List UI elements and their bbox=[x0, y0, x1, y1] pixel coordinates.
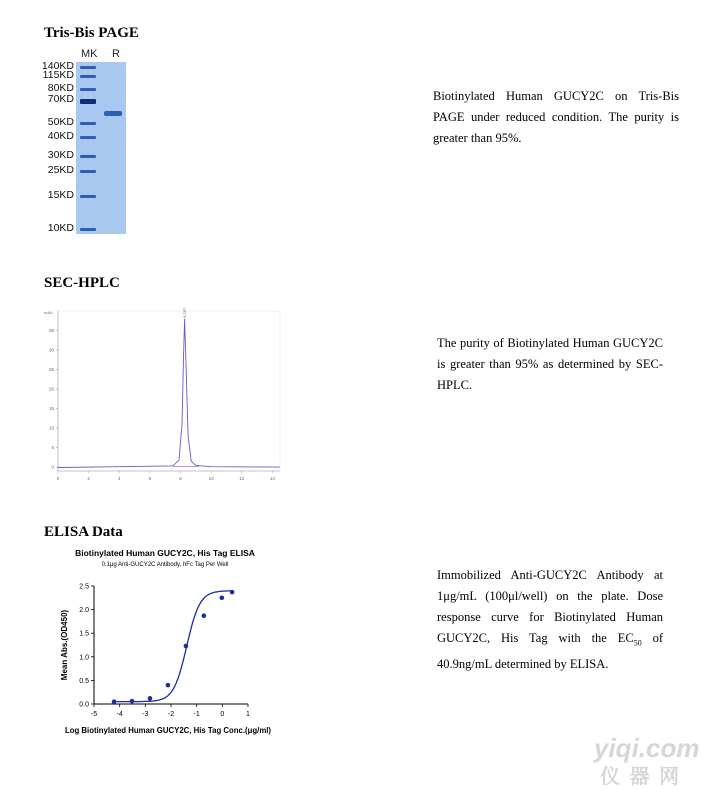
page-description: Biotinylated Human GUCY2C on Tris-Bis PAGE under reduced condition. The purity is greater than 95%. bbox=[433, 89, 679, 145]
gel-image bbox=[76, 62, 126, 234]
marker-band bbox=[80, 155, 96, 158]
elisa-x-tick-label: 1 bbox=[246, 711, 250, 718]
marker-band bbox=[80, 66, 96, 69]
elisa-desc-text-end: of 40.9ng/mL determined by ELISA. bbox=[437, 631, 663, 671]
elisa-chart bbox=[40, 543, 320, 743]
elisa-y-tick-label: 2.5 bbox=[79, 583, 89, 591]
hplc-y-tick-label: 0 bbox=[51, 464, 54, 470]
marker-band bbox=[80, 99, 96, 104]
marker-label: 10KD bbox=[47, 222, 74, 234]
hplc-y-tick-label: 5 bbox=[51, 445, 54, 451]
marker-label: 30KD bbox=[47, 149, 74, 161]
marker-label: 40KD bbox=[47, 130, 74, 142]
elisa-y-tick-label: 1.5 bbox=[79, 630, 89, 638]
elisa-data-point bbox=[130, 699, 135, 704]
hplc-y-tick-label: 35 bbox=[48, 328, 54, 334]
elisa-subtitle: 0.1μg Anti-GUCY2C Antibody, hFc Tag Per Well bbox=[101, 562, 229, 568]
marker-band bbox=[80, 170, 96, 173]
gel-figure bbox=[40, 46, 140, 236]
hplc-y-tick-label: 10 bbox=[48, 425, 54, 431]
marker-band bbox=[80, 88, 96, 91]
marker-label: 70KD bbox=[47, 93, 74, 105]
hplc-x-tick-label: 0 bbox=[56, 476, 60, 481]
elisa-y-tick-label: 0.5 bbox=[79, 677, 89, 685]
marker-label: 115KD bbox=[42, 69, 74, 81]
watermark-logo: yiqi.com bbox=[594, 733, 700, 763]
elisa-x-label: Log Biotinylated Human GUCY2C, His Tag Conc.(μg/ml) bbox=[64, 726, 272, 735]
elisa-y-tick-label: 1.0 bbox=[79, 654, 89, 662]
hplc-x-tick-label: 4 bbox=[117, 476, 121, 481]
marker-band bbox=[80, 228, 96, 231]
elisa-x-tick-label: -3 bbox=[142, 711, 149, 718]
section-title-page: Tris-Bis PAGE bbox=[44, 25, 139, 41]
elisa-y-label: Mean Abs.(OD450) bbox=[60, 609, 69, 681]
elisa-x-tick-label: -5 bbox=[90, 711, 98, 718]
lane-header-r: R bbox=[112, 48, 120, 60]
marker-label: 80KD bbox=[47, 82, 74, 94]
hplc-y-unit: mAU bbox=[44, 310, 53, 315]
marker-labels bbox=[40, 62, 76, 234]
elisa-data-point bbox=[202, 613, 207, 618]
marker-label: 140KD bbox=[41, 60, 74, 72]
elisa-desc-text: Immobilized Anti-GUCY2C Antibody at 1μg/mL (100μl/well) on the plate. Dose response curve for Biotinylated Human GUCY2C, His Tag with the EC bbox=[437, 568, 663, 645]
hplc-y-tick-label: 25 bbox=[48, 367, 54, 373]
elisa-data-point bbox=[148, 696, 153, 701]
elisa-fit-curve bbox=[114, 591, 232, 702]
sample-band bbox=[104, 111, 122, 116]
elisa-data-point bbox=[112, 699, 117, 704]
hplc-x-tick-label: 14 bbox=[269, 476, 275, 481]
marker-band bbox=[80, 122, 96, 125]
elisa-data-point bbox=[230, 590, 235, 595]
hplc-peak-label: 8.267 bbox=[182, 307, 188, 318]
marker-band bbox=[80, 75, 96, 78]
watermark-text: 仪 器 网 bbox=[600, 766, 682, 788]
elisa-data-point bbox=[184, 644, 189, 649]
elisa-desc-sub: 50 bbox=[633, 638, 642, 648]
marker-label: 25KD bbox=[47, 164, 74, 176]
elisa-y-tick-label: 0.0 bbox=[79, 701, 89, 709]
marker-band bbox=[80, 195, 96, 198]
elisa-data-point bbox=[166, 683, 171, 688]
lane-header-mk: MK bbox=[81, 48, 98, 60]
hplc-x-tick-label: 2 bbox=[87, 476, 90, 481]
marker-label: 50KD bbox=[47, 116, 74, 128]
hplc-y-tick-label: 30 bbox=[48, 347, 54, 353]
hplc-x-tick-label: 10 bbox=[208, 476, 214, 481]
elisa-y-tick-label: 2.0 bbox=[79, 607, 89, 615]
elisa-x-tick-label: -2 bbox=[167, 711, 175, 718]
hplc-x-tick-label: 8 bbox=[179, 476, 182, 481]
elisa-x-tick-label: 0 bbox=[220, 711, 225, 718]
hplc-chart bbox=[40, 303, 285, 483]
elisa-x-tick-label: -4 bbox=[116, 711, 123, 718]
hplc-plot-frame bbox=[58, 311, 280, 471]
hplc-series-line bbox=[58, 319, 280, 468]
elisa-data-point bbox=[220, 596, 225, 601]
elisa-x-tick-label: -1 bbox=[193, 711, 200, 718]
elisa-title: Biotinylated Human GUCY2C, His Tag ELISA bbox=[75, 548, 255, 558]
hplc-description: The purity of Biotinylated Human GUCY2C is greater than 95% as determined by SEC-HPLC. bbox=[437, 336, 663, 392]
hplc-y-tick-label: 15 bbox=[48, 406, 54, 412]
hplc-y-tick-label: 20 bbox=[48, 386, 54, 392]
section-title-hplc: SEC-HPLC bbox=[44, 275, 120, 291]
elisa-description bbox=[437, 565, 663, 675]
marker-band bbox=[80, 136, 96, 139]
marker-label: 15KD bbox=[47, 189, 74, 201]
section-title-elisa: ELISA Data bbox=[44, 524, 123, 540]
hplc-x-tick-label: 6 bbox=[148, 476, 152, 481]
hplc-x-tick-label: 12 bbox=[239, 476, 245, 481]
